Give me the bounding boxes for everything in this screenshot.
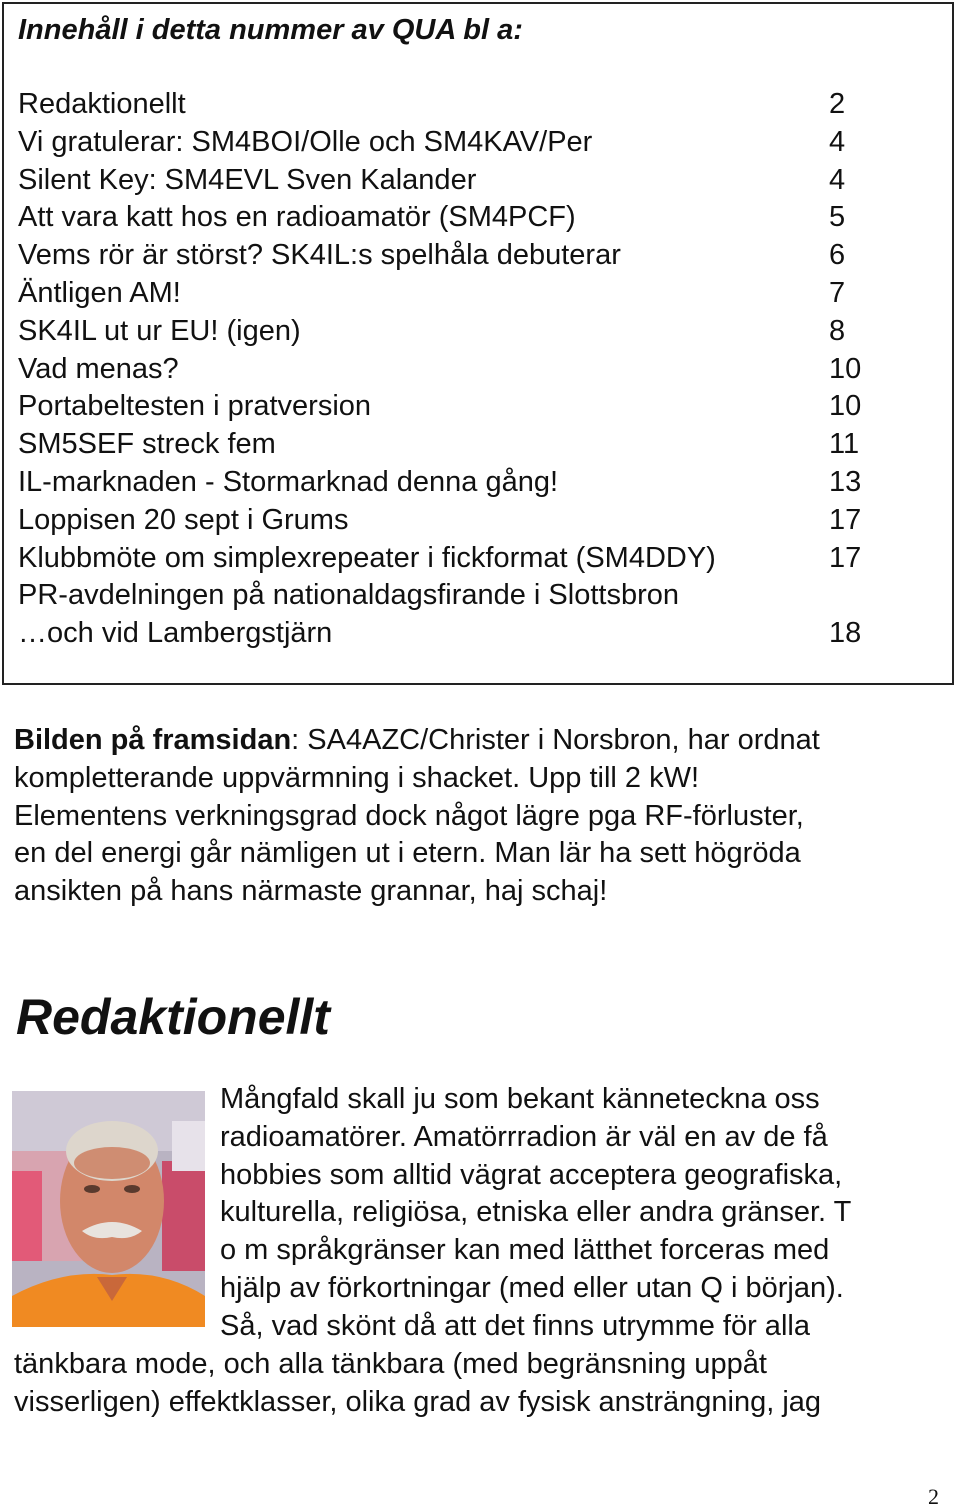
author-portrait-photo — [12, 1091, 205, 1327]
toc-entry — [18, 502, 878, 540]
toc-entry-title: Vad menas? — [18, 352, 179, 385]
toc-entry-page: 13 — [829, 465, 862, 498]
toc-entry-title: SM5SEF streck fem — [18, 428, 276, 461]
front-caption-line: : SA4AZC/Christer i Norsbron, har ordnat — [291, 724, 820, 756]
front-caption-line: en del energi går nämligen ut i etern. Man lär ha sett högröda — [14, 837, 801, 870]
toc-entry-title: Portabeltesten i pratversion — [18, 390, 372, 423]
toc-entry-page: 8 — [829, 314, 846, 347]
editorial-line: Mångfald skall ju som bekant känneteckna oss — [220, 1083, 820, 1115]
toc-entry — [18, 275, 878, 313]
toc-entry — [18, 388, 878, 426]
editorial-text-beside-photo — [220, 1081, 950, 1346]
toc-entry-page: 17 — [829, 503, 862, 536]
toc-entry-page: 4 — [829, 125, 846, 158]
editorial-text-full-width — [14, 1346, 949, 1422]
toc-entry — [18, 199, 878, 237]
toc-entry — [18, 351, 878, 389]
front-caption-line: ansikten på hans närmaste grannar, haj schaj! — [14, 875, 608, 908]
editorial-line: o m språkgränser kan med lätthet forceras med — [220, 1234, 830, 1267]
editorial-line: visserligen) effektklasser, olika grad av fysisk ansträngning, jag — [14, 1385, 822, 1418]
toc-entry-page: 10 — [829, 352, 862, 385]
toc-entry — [18, 237, 878, 275]
toc-entry-page: 18 — [829, 617, 862, 650]
toc-entry — [18, 540, 878, 578]
toc-entry-title: Vems rör är störst? SK4IL:s spelhåla debuterar — [18, 239, 621, 272]
toc-entry-title: Loppisen 20 sept i Grums — [18, 503, 349, 536]
toc-entry-page: 4 — [829, 163, 846, 196]
front-caption-line: Elementens verkningsgrad dock något lägre pga RF-förluster, — [14, 799, 804, 832]
front-cover-caption — [14, 722, 944, 911]
editorial-line: Så, vad skönt då att det finns utrymme för alla — [220, 1309, 810, 1342]
toc-entry-page: 5 — [829, 201, 846, 234]
editorial-line: hjälp av förkortningar (med eller utan Q i början). — [220, 1271, 844, 1304]
toc-heading: Innehåll i detta nummer av QUA bl a: — [18, 14, 523, 46]
toc-entry-title: Redaktionellt — [18, 88, 186, 120]
toc-entry — [18, 426, 878, 464]
toc-entry — [18, 615, 878, 653]
toc-entry-page: 11 — [829, 428, 860, 461]
toc-entry-title: PR-avdelningen på nationaldagsfirande i Slottsbron — [18, 579, 679, 612]
table-of-contents-box — [2, 2, 954, 685]
editorial-heading: Redaktionellt — [16, 989, 330, 1045]
toc-entry-title: Vi gratulerar: SM4BOI/Olle och SM4KAV/Per — [18, 125, 593, 158]
front-caption-line: kompletterande uppvärmning i shacket. Upp till 2 kW! — [14, 761, 700, 794]
toc-entry — [18, 464, 878, 502]
editorial-line: kulturella, religiösa, etniska eller andra gränser. T — [220, 1196, 852, 1229]
editorial-line: radioamatörer. Amatörrradion är väl en av de få — [220, 1120, 828, 1153]
toc-entry — [18, 577, 878, 615]
toc-entry-title: Att vara katt hos en radioamatör (SM4PCF) — [18, 201, 576, 234]
toc-entry-title: Silent Key: SM4EVL Sven Kalander — [18, 163, 477, 196]
editorial-line: hobbies som alltid vägrat acceptera geografiska, — [220, 1158, 843, 1191]
toc-entry — [18, 124, 878, 162]
page-number: 2 — [928, 1484, 939, 1509]
toc-entry — [18, 162, 878, 200]
toc-entry — [18, 86, 878, 124]
toc-entry-title: Klubbmöte om simplexrepeater i fickformat (SM4DDY) — [18, 541, 716, 574]
toc-entry-page: 10 — [829, 390, 862, 423]
toc-entry-title: IL-marknaden - Stormarknad denna gång! — [18, 465, 559, 498]
toc-entry-page: 2 — [829, 88, 846, 120]
toc-entry-title: Äntligen AM! — [18, 276, 181, 309]
toc-entry-title: SK4IL ut ur EU! (igen) — [18, 314, 301, 347]
toc-entry — [18, 313, 878, 351]
toc-entry-page: 6 — [829, 239, 846, 272]
front-caption-label: Bilden på framsidan — [14, 724, 292, 756]
toc-entry-page: 7 — [829, 276, 846, 309]
toc-entry-title: …och vid Lambergstjärn — [18, 617, 333, 650]
editorial-line: tänkbara mode, och alla tänkbara (med begränsning uppåt — [14, 1348, 767, 1380]
toc-list — [18, 86, 878, 653]
toc-entry-page: 17 — [829, 541, 862, 574]
